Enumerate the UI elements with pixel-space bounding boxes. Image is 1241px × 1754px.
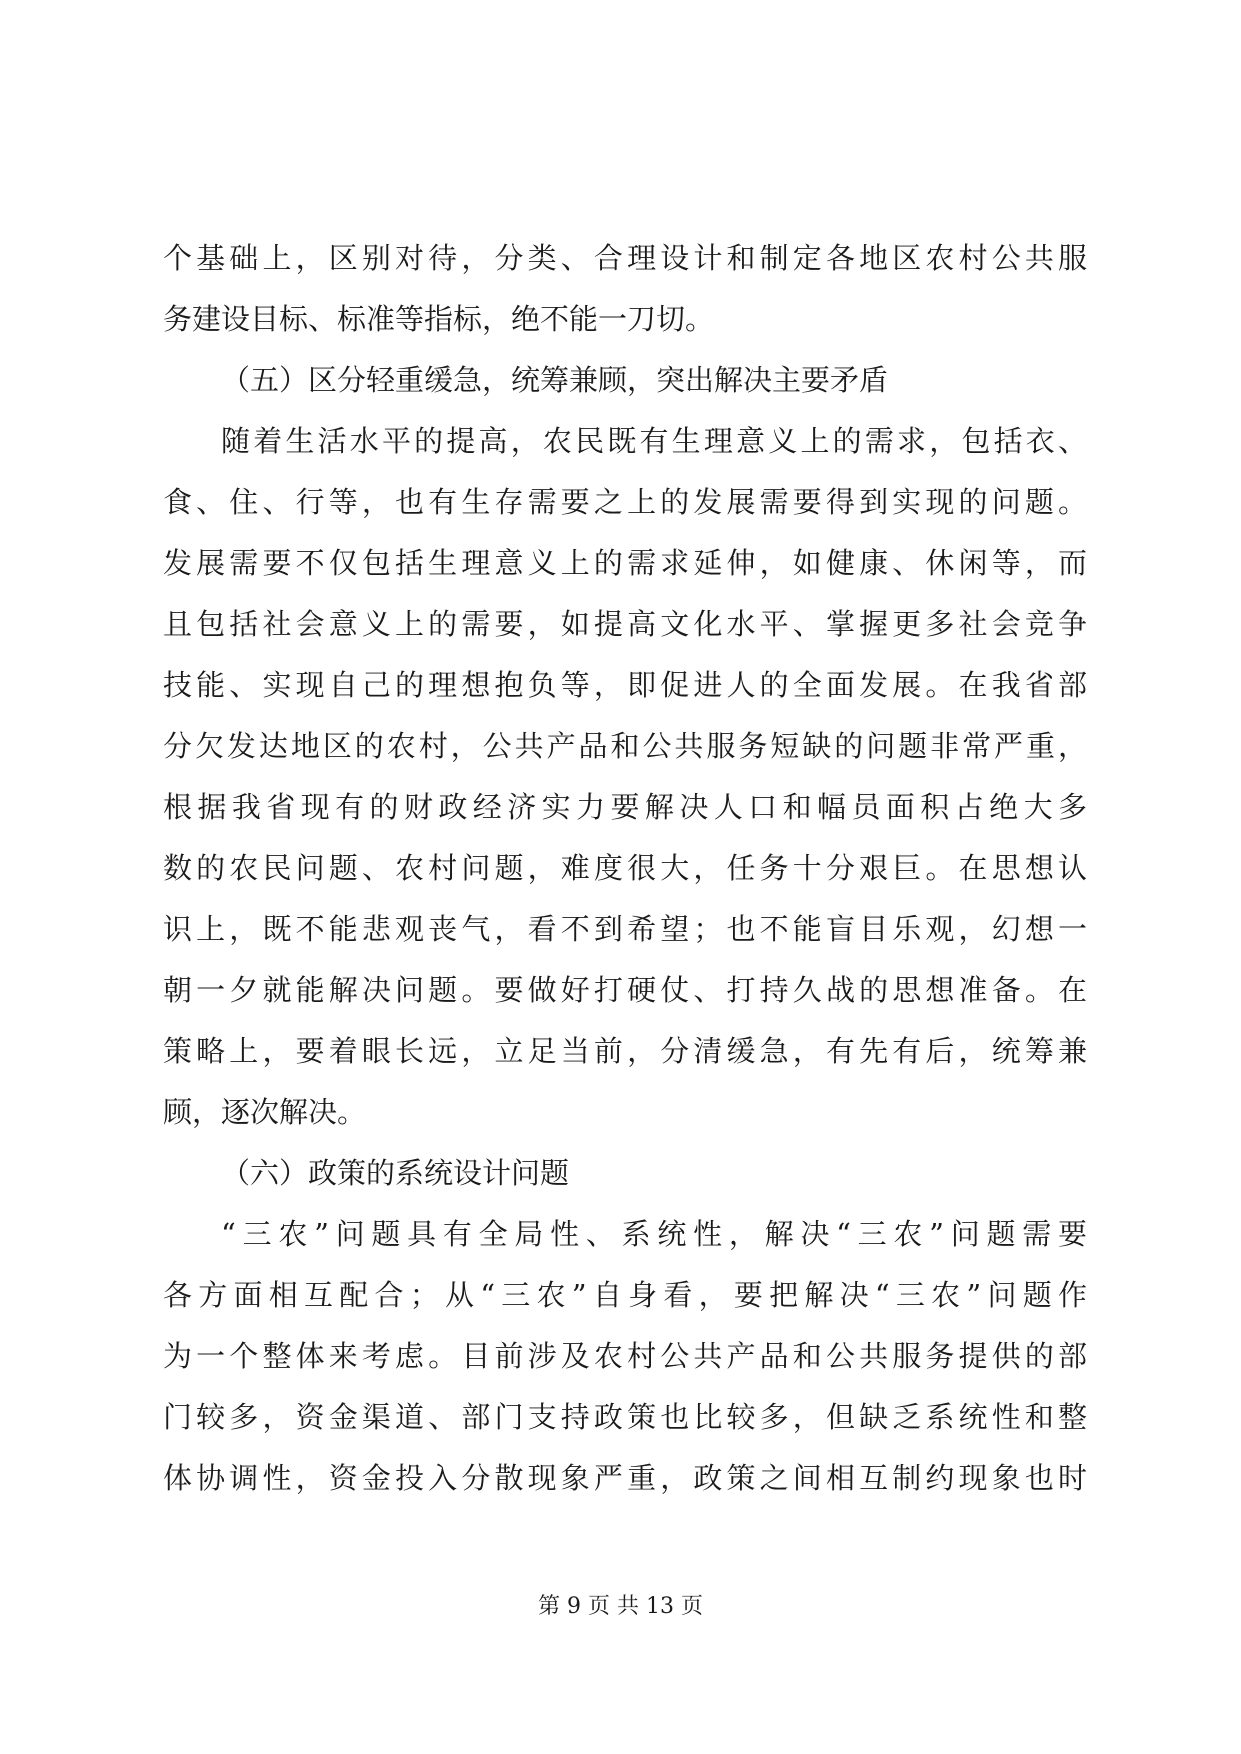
text-line: 策略上，要着眼长远，立足当前，分清缓急，有先有后，统筹兼: [163, 1034, 1087, 1068]
text-line: 务建设目标、标准等指标，绝不能一刀切。: [163, 302, 715, 336]
text-line: 发展需要不仅包括生理意义上的需求延伸，如健康、休闲等，而: [163, 546, 1087, 580]
text-line: 食、住、行等，也有生存需要之上的发展需要得到实现的问题。: [163, 485, 1087, 519]
text-line: 随着生活水平的提高，农民既有生理意义上的需求，包括衣、: [221, 424, 1087, 458]
text-line: 且包括社会意义上的需要，如提高文化水平、掌握更多社会竞争: [163, 607, 1087, 641]
text-line: 顾，逐次解决。: [163, 1095, 367, 1129]
text-line: 朝一夕就能解决问题。要做好打硬仗、打持久战的思想准备。在: [163, 973, 1087, 1007]
body-text: [163, 228, 1087, 1509]
page-footer: 第 9 页 共 13 页: [538, 1594, 703, 1619]
text-line: 数的农民问题、农村问题，难度很大，任务十分艰巨。在思想认: [163, 851, 1087, 885]
text-line: 技能、实现自己的理想抱负等，即促进人的全面发展。在我省部: [163, 668, 1087, 702]
text-line: （五）区分轻重缓急，统筹兼顾，突出解决主要矛盾: [221, 363, 889, 397]
text-line: 体协调性，资金投入分散现象严重，政策之间相互制约现象也时: [163, 1461, 1087, 1495]
text-line: 根据我省现有的财政经济实力要解决人口和幅员面积占绝大多: [163, 790, 1087, 824]
text-line: “三农”问题具有全局性、系统性，解决“三农”问题需要: [221, 1217, 1087, 1251]
text-line: 分欠发达地区的农村，公共产品和公共服务短缺的问题非常严重，: [163, 729, 1087, 763]
text-line: 各方面相互配合；从“三农”自身看，要把解决“三农”问题作: [163, 1278, 1087, 1312]
text-line: 识上，既不能悲观丧气，看不到希望；也不能盲目乐观，幻想一: [163, 912, 1087, 946]
text-line: 门较多，资金渠道、部门支持政策也比较多，但缺乏系统性和整: [163, 1400, 1087, 1434]
text-line: 为一个整体来考虑。目前涉及农村公共产品和公共服务提供的部: [163, 1339, 1087, 1373]
text-line: 个基础上，区别对待，分类、合理设计和制定各地区农村公共服: [163, 241, 1087, 275]
text-line: （六）政策的系统设计问题: [221, 1156, 570, 1190]
